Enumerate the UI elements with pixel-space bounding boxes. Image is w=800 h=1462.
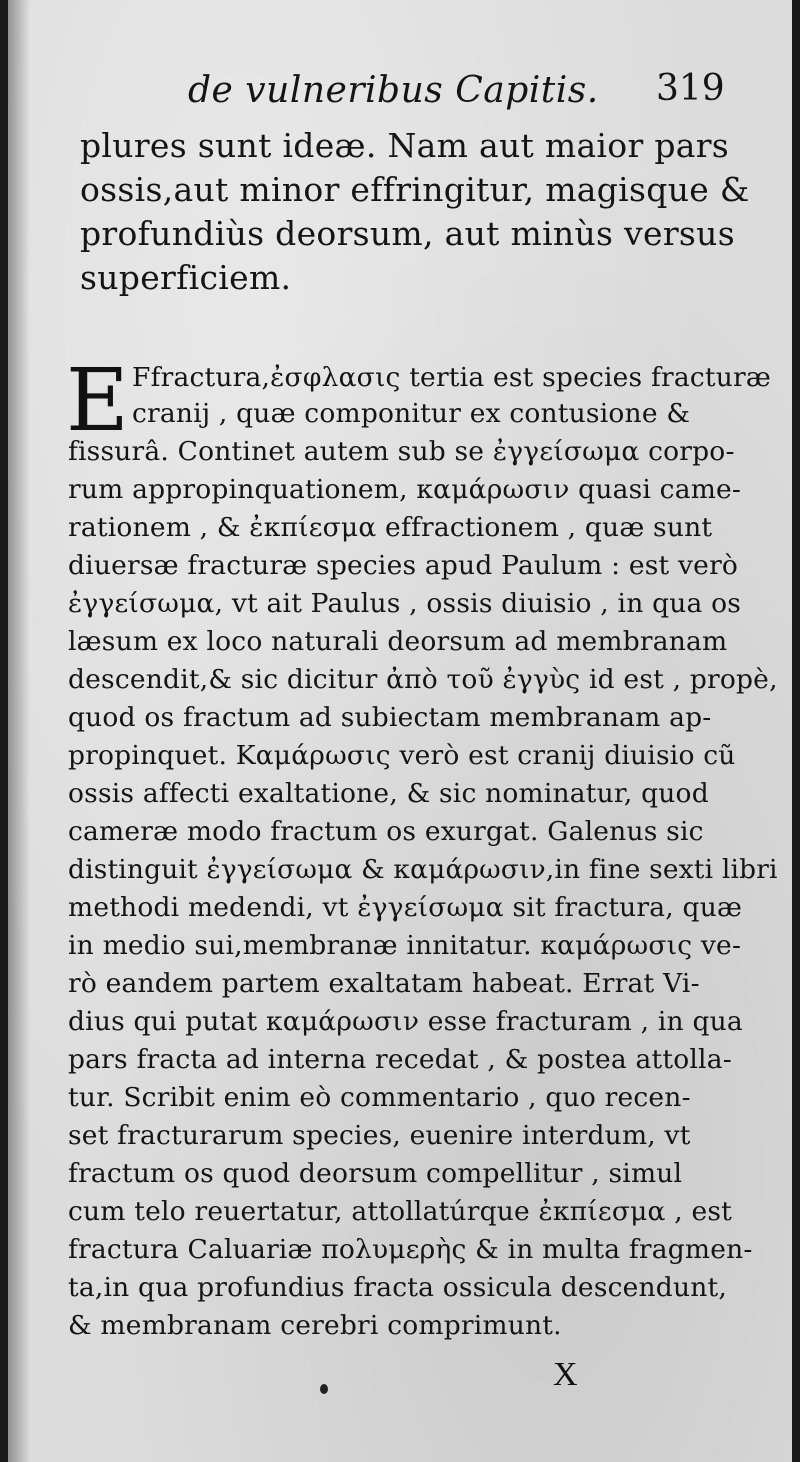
body-line: & membranam cerebri comprimunt.: [68, 1310, 562, 1341]
page-number: 319: [656, 68, 725, 109]
intro-line: ossis,aut minor effringitur, magisque &: [80, 170, 750, 209]
body-line: læsum ex loco naturali deorsum ad membranam: [68, 626, 728, 657]
body-line: rò eandem partem exaltatam habeat. Errat Vi-: [68, 968, 700, 999]
body-line: rum appropinquationem, καμάρωσιν quasi came-: [68, 474, 742, 505]
body-line: in medio sui,membranæ innitatur. καμάρωσις ve-: [68, 930, 742, 961]
signature-mark: X: [553, 1356, 578, 1393]
body-line: fractum os quod deorsum compellitur , simul: [68, 1158, 683, 1189]
body-line: ossis affecti exaltatione, & sic nominatur, quod: [68, 778, 709, 809]
body-line: tur. Scribit enim eò commentario , quo recen-: [68, 1082, 691, 1113]
body-line: cameræ modo fractum os exurgat. Galenus sic: [68, 816, 704, 847]
ink-speck: [320, 1384, 328, 1394]
body-line: fractura Caluariæ πολυμερὴς & in multa fragmen-: [68, 1234, 753, 1265]
body-line: descendit,& sic dicitur ἀπὸ τοῦ ἐγγὺς id est , propè,: [68, 664, 778, 695]
body-line: quod os fractum ad subiectam membranam ap-: [68, 702, 712, 733]
body-line: methodi medendi, vt ἐγγείσωμα sit fractura, quæ: [68, 892, 743, 923]
body-line: propinquet. Καμάρωσις verò est cranij diuisio cũ: [68, 740, 736, 771]
intro-line: plures sunt ideæ. Nam aut maior pars: [80, 126, 730, 165]
body-line: distinguit ἐγγείσωμα & καμάρωσιν,in fine sexti libri: [68, 854, 778, 885]
intro-line: profundiùs deorsum, aut minùs versus: [80, 214, 735, 253]
body-line: ta,in qua profundius fracta ossicula descendunt,: [68, 1272, 727, 1303]
body-line: diuersæ fracturæ species apud Paulum : est verò: [68, 550, 739, 581]
intro-line: superficiem.: [80, 258, 292, 297]
body-line: Ffractura,ἐσφλασις tertia est species fracturæ: [132, 362, 771, 393]
page-gutter-shadow: [8, 0, 30, 1462]
body-line: cum telo reuertatur, attollatúrque ἐκπίεσμα , est: [68, 1196, 733, 1227]
body-line: ἐγγείσωμα, vt ait Paulus , ossis diuisio , in qua os: [68, 588, 742, 619]
body-line: dius qui putat καμάρωσιν esse fracturam , in qua: [68, 1006, 743, 1037]
running-head-title: de vulneribus Capitis.: [188, 70, 599, 111]
body-line: fissurâ. Continet autem sub se ἐγγείσωμα corpo-: [68, 436, 735, 467]
body-line: cranij , quæ componitur ex contusione &: [132, 398, 691, 429]
body-line: rationem , & ἐκπίεσμα effractionem , quæ sunt: [68, 512, 713, 543]
book-page: [8, 0, 792, 1462]
drop-cap-initial: E: [66, 351, 129, 451]
body-line: set fracturarum species, euenire interdum, vt: [68, 1120, 691, 1151]
body-line: pars fracta ad interna recedat , & postea attolla-: [68, 1044, 732, 1075]
